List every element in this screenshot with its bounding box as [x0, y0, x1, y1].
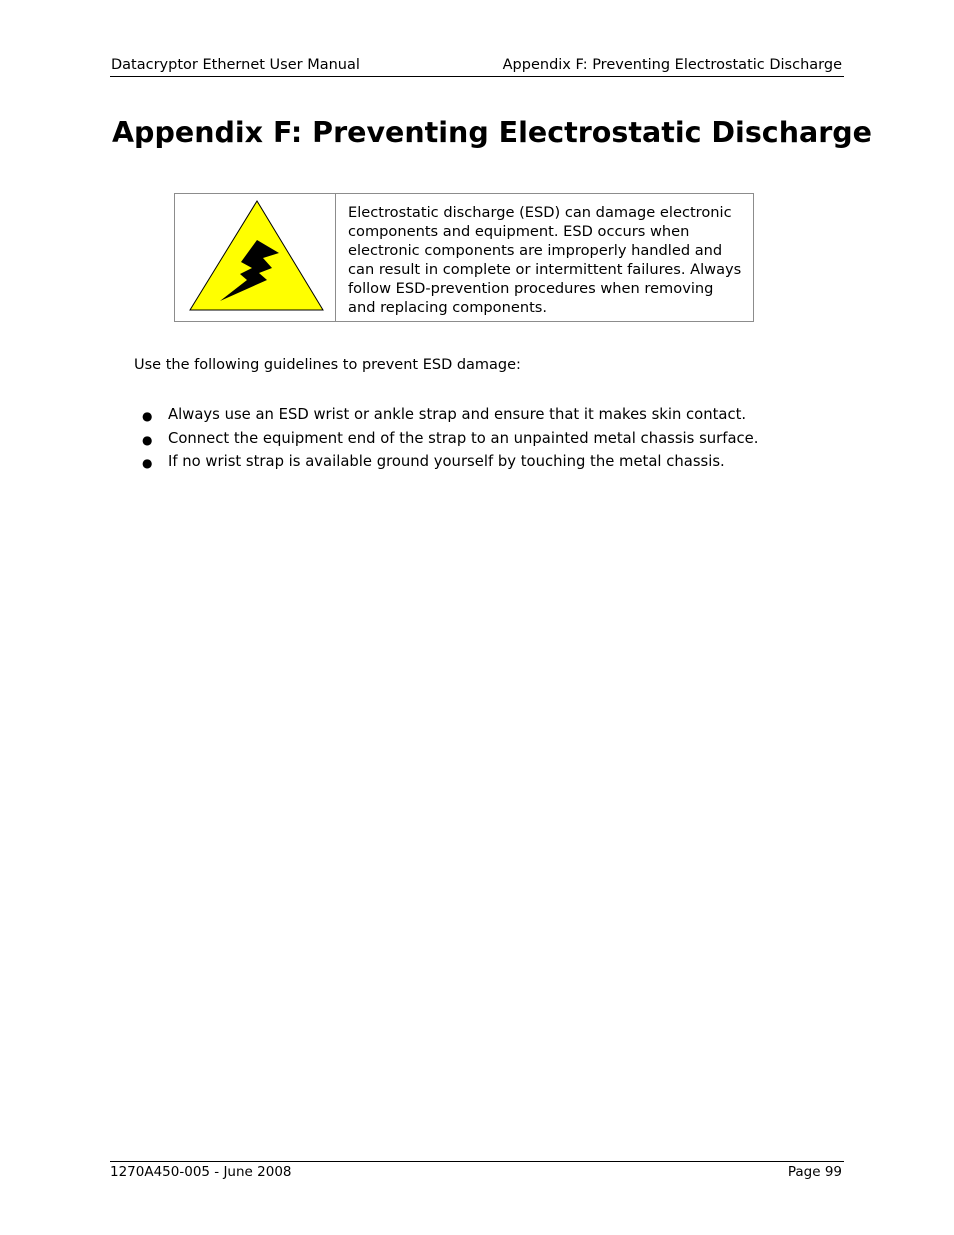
list-item-text: Always use an ESD wrist or ankle strap and ensure that it makes skin contact. [168, 406, 747, 423]
warning-icon-cell [175, 194, 336, 321]
warning-line: components and equipment. ESD occurs when [348, 222, 690, 240]
bullet-icon: ● [142, 432, 153, 447]
warning-line: follow ESD-prevention procedures when removing [348, 279, 714, 297]
page-footer [110, 1161, 844, 1180]
list-item-text: Connect the equipment end of the strap to an unpainted metal chassis surface. [168, 429, 759, 447]
esd-warning-box [174, 193, 754, 322]
bullet-icon: ● [142, 409, 153, 423]
warning-line: Electrostatic discharge (ESD) can damage electronic [348, 204, 732, 221]
list-item [134, 453, 758, 477]
warning-line: and replacing components. [348, 298, 548, 316]
esd-warning-triangle-icon [189, 200, 325, 312]
page-title: Appendix F: Preventing Electrostatic Discharge [112, 116, 872, 149]
guidelines-list [134, 406, 758, 477]
list-item [134, 406, 758, 430]
page-header [110, 56, 844, 77]
warning-line: can result in complete or intermittent failures. Always [348, 260, 742, 278]
list-item-text: If no wrist strap is available ground yourself by touching the metal chassis. [168, 453, 725, 470]
header-section-title: Appendix F: Preventing Electrostatic Discharge [502, 57, 842, 73]
bullet-icon: ● [142, 456, 153, 470]
intro-paragraph: Use the following guidelines to prevent ESD damage: [134, 357, 521, 373]
warning-text [336, 194, 753, 321]
header-manual-title: Datacryptor Ethernet User Manual [111, 57, 360, 73]
list-item [134, 430, 758, 454]
footer-page-number: Page 99 [787, 1164, 842, 1180]
warning-line: electronic components are improperly handled and [348, 241, 723, 259]
footer-document-id: 1270A450-005 - June 2008 [110, 1164, 292, 1180]
